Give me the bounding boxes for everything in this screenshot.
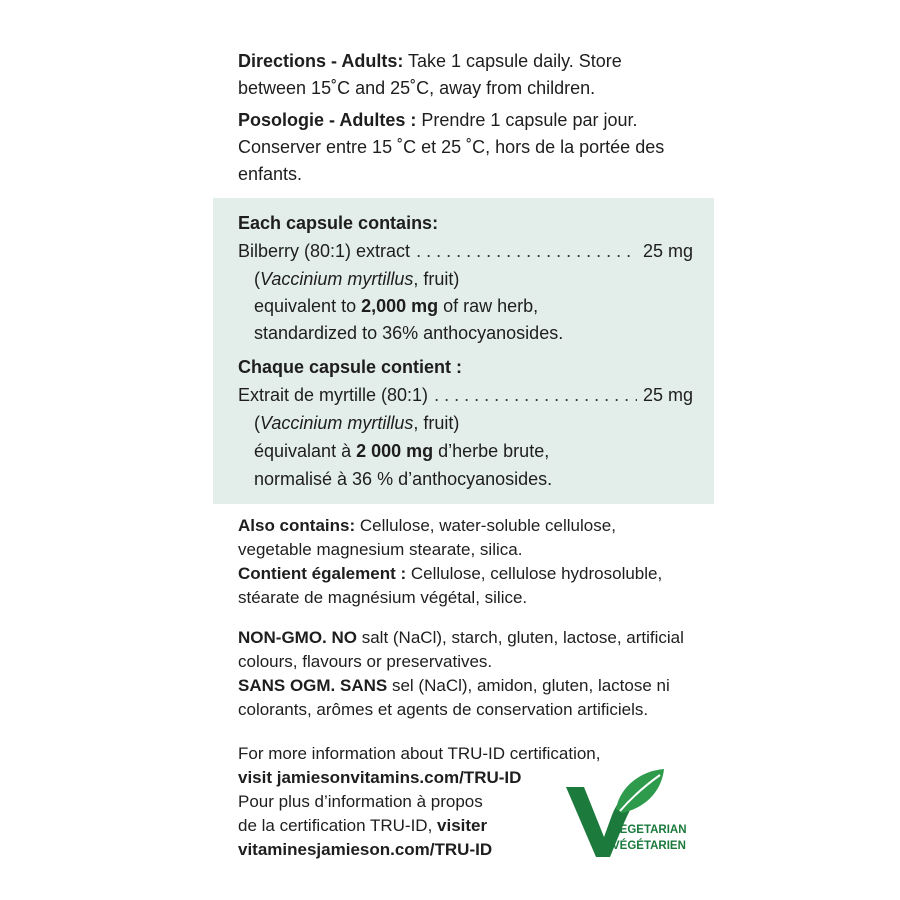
equiv-amount: 2 000 mg [356,441,434,461]
directions-fr-line2: Conserver entre 15 ˚C et 25 ˚C, hors de la portée des [238,137,665,157]
non-gmo-fr-line2: colorants, arômes et agents de conservation artificiels. [238,700,649,719]
tru-id-fr-line1: Pour plus d’information à propos [238,792,483,811]
also-contains-fr-label: Contient également : [238,564,407,583]
equiv-amount: 2,000 mg [361,296,439,316]
latin-suffix: , fruit) [413,269,460,289]
tru-id-fr-line2 [238,814,487,837]
vegetarian-badge-text [612,822,687,854]
ingredient-fr-equivalent [254,438,549,464]
directions-en-line1 [238,48,622,74]
dot-leader [410,238,637,264]
tru-id-en-link[interactable]: visit jamiesonvitamins.com/TRU-ID [238,768,522,787]
ingredient-en-standardized: standardized to 36% anthocyanosides. [254,323,564,343]
ingredient-fr-amount: 25 mg [642,385,693,405]
tru-id-fr-visit: visiter [437,816,488,835]
also-contains-fr-line1 [238,562,662,585]
vegetarian-en: VEGETARIAN [612,824,687,836]
ingredients-fr-heading: Chaque capsule contient : [238,357,463,377]
directions-en-line2: between 15˚C and 25˚C, away from children. [238,78,596,98]
also-contains-en-label: Also contains: [238,516,356,535]
non-gmo-en-label: NON-GMO. NO [238,628,357,647]
vegetarian-fr: VÉGÉTARIEN [612,840,686,852]
non-gmo-fr-text: sel (NaCl), amidon, gluten, lactose ni [387,676,670,695]
ingredient-fr-latin [254,410,459,436]
ingredient-en-equivalent [254,293,538,319]
non-gmo-en-line2: colours, flavours or preservatives. [238,652,493,671]
ingredient-en-latin [254,266,459,292]
ingredients-en-heading: Each capsule contains: [238,213,439,233]
ingredient-fr-name: Extrait de myrtille (80:1) [238,385,429,405]
tru-id-en-line1: For more information about TRU-ID certification, [238,744,601,763]
directions-fr-line3: enfants. [238,164,303,184]
paren-open: ( [254,413,260,433]
tru-id-fr-link[interactable]: vitaminesjamieson.com/TRU-ID [238,840,493,859]
directions-en-text: Take 1 capsule daily. Store [403,51,622,71]
ingredient-en-amount: 25 mg [642,241,693,261]
equiv-pre: équivalant à [254,441,357,461]
paren-open: ( [254,269,260,289]
tru-id-fr-text: de la certification TRU-ID, [238,816,438,835]
equiv-post: d’herbe brute, [433,441,550,461]
also-contains-fr-text: Cellulose, cellulose hydrosoluble, [406,564,663,583]
latin-name: Vaccinium myrtillus [260,269,414,289]
latin-name: Vaccinium myrtillus [260,413,414,433]
also-contains-en-line2: vegetable magnesium stearate, silica. [238,540,523,559]
dot-leader [428,382,637,408]
equiv-pre: equivalent to [254,296,362,316]
directions-en-label: Directions - Adults: [238,51,404,71]
non-gmo-en-line1 [238,626,684,649]
non-gmo-fr-line1 [238,674,670,697]
directions-fr-text: Prendre 1 capsule par jour. [416,110,638,130]
ingredient-en-row [238,238,693,264]
non-gmo-en-text: salt (NaCl), starch, gluten, lactose, artificial [357,628,684,647]
also-contains-en-line1 [238,514,616,537]
latin-suffix: , fruit) [413,413,460,433]
equiv-post: of raw herb, [438,296,539,316]
directions-fr-label: Posologie - Adultes : [238,110,417,130]
also-contains-en-text: Cellulose, water-soluble cellulose, [355,516,616,535]
ingredient-en-name: Bilberry (80:1) extract [238,241,411,261]
directions-fr-line1 [238,107,637,133]
ingredient-fr-row [238,382,693,408]
also-contains-fr-line2: stéarate de magnésium végétal, silice. [238,588,528,607]
non-gmo-fr-label: SANS OGM. SANS [238,676,388,695]
ingredient-fr-standardized: normalisé à 36 % d’anthocyanosides. [254,469,553,489]
